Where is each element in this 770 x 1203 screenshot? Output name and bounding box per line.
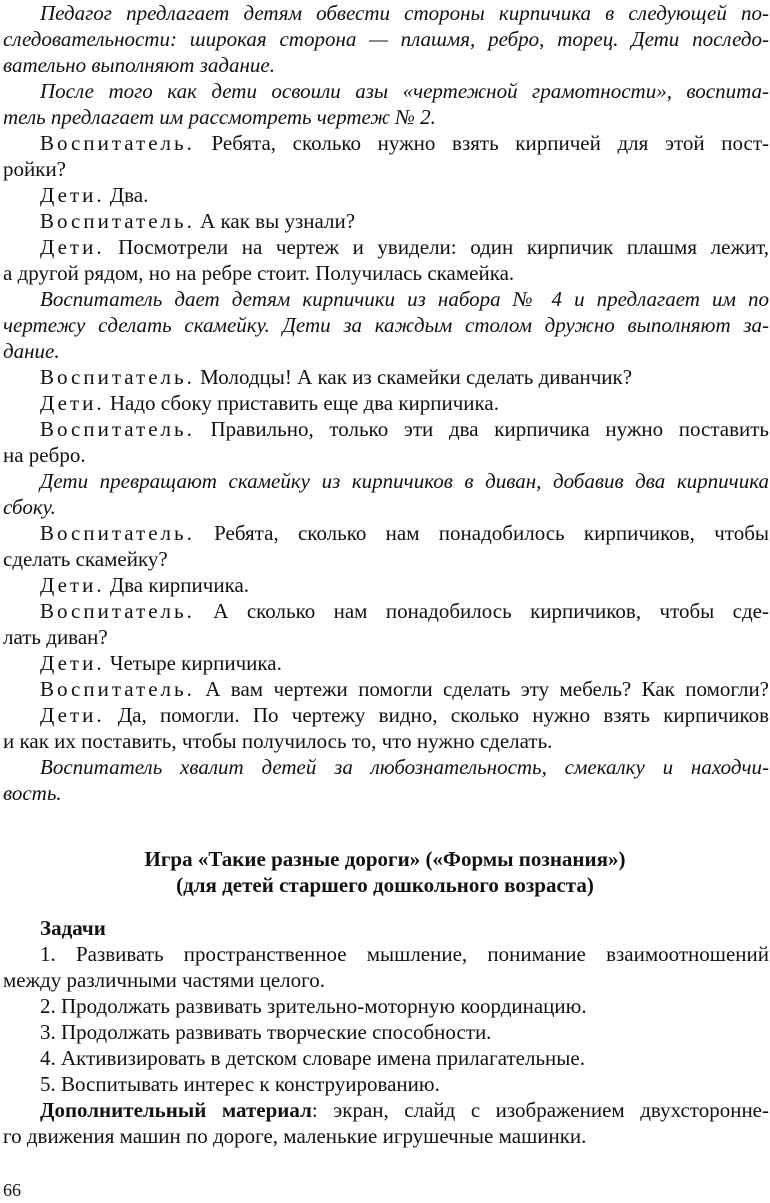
dialogue-line	[40, 676, 769, 702]
dialogue-line	[40, 702, 769, 728]
text-line: ройки?	[3, 157, 66, 181]
text-line: Воспитатель хвалит детей за любознательность, смекалку и находчи-	[40, 755, 769, 779]
dialogue-line	[40, 390, 769, 416]
task-item: 1. Развивать пространственное мышление, понимание взаимоотношений	[40, 942, 769, 966]
task-item: 3. Продолжать развивать творческие способности.	[40, 1020, 492, 1044]
text-line: чертежу сделать скамейку. Дети за каждым столом дружно выполняют за-	[3, 313, 769, 337]
text-line: тель предлагает им рассмотреть чертеж № 2.	[3, 105, 436, 129]
speaker-label: Дети.	[40, 703, 105, 727]
task-item: 4. Активизировать в детском словаре имена прилагательные.	[40, 1046, 585, 1070]
speaker-label: Дети.	[40, 391, 105, 415]
text-line: и как их поставить, чтобы получилось то, что нужно сделать.	[3, 729, 553, 753]
dialogue-line	[40, 364, 769, 390]
speaker-label: Воспитатель.	[40, 131, 195, 155]
page-number: 66	[3, 1180, 21, 1200]
dialogue-line	[40, 416, 769, 442]
dialogue-line	[40, 130, 769, 156]
extra-material	[40, 1097, 769, 1123]
speaker-label: Воспитатель.	[40, 599, 195, 623]
dialogue-line	[40, 650, 769, 676]
text-line: вательно выполняют задание.	[3, 53, 275, 77]
speaker-label: Дети.	[40, 651, 105, 675]
speaker-label: Воспитатель.	[40, 677, 195, 701]
text-line: следовательности: широкая сторона — плашмя, ребро, торец. Дети последо-	[3, 27, 769, 51]
dialogue-line	[40, 208, 769, 234]
text-line: вость.	[3, 781, 62, 805]
speaker-label: Воспитатель.	[40, 417, 195, 441]
speech-text: Ребята, сколько нужно взять кирпичей для этой пост-	[194, 131, 769, 155]
speaker-label: Дети.	[40, 183, 105, 207]
text-line: дание.	[3, 339, 60, 363]
text-line: а другой рядом, но на ребре стоит. Получилась скамейка.	[3, 261, 515, 285]
speaker-label: Воспитатель.	[40, 365, 195, 389]
text-line: После того как дети освоили азы «чертежной грамотности», воспита-	[40, 79, 769, 103]
speaker-label: Воспитатель.	[40, 209, 195, 233]
speech-text: А как вы узнали?	[194, 209, 356, 233]
speech-text: Посмотрели на чертеж и увидели: один кирпичик плашмя лежит,	[104, 235, 769, 259]
section-title: Игра «Такие разные дороги» («Формы познания»)	[144, 847, 626, 871]
speech-text: Надо сбоку приставить еще два кирпичика.	[104, 391, 500, 415]
extra-material-text: : экран, слайд с изображением двухсторонне-	[311, 1098, 769, 1122]
task-item: 5. Воспитывать интерес к конструированию.	[40, 1072, 440, 1096]
section-subtitle: (для детей старшего дошкольного возраста)	[176, 873, 594, 897]
speech-text: А вам чертежи помогли сделать эту мебель? Как помогли?	[194, 677, 769, 701]
speech-text: Молодцы! А как из скамейки сделать диванчик?	[194, 365, 633, 389]
task-item-continued: между различными частями целого.	[3, 968, 325, 992]
speech-text: Два кирпичика.	[104, 573, 250, 597]
text-line: сделать скамейку?	[3, 547, 168, 571]
dialogue-line	[40, 520, 769, 546]
extra-material-label: Дополнительный материал	[40, 1098, 312, 1122]
speech-text: Четыре кирпичика.	[104, 651, 282, 675]
text-line: Дети превращают скамейку из кирпичиков в диван, добавив два кирпичика	[40, 469, 769, 493]
speech-text: Правильно, только эти два кирпичика нужно поставить	[194, 417, 769, 441]
tasks-heading: Задачи	[40, 916, 106, 940]
dialogue-line	[40, 182, 769, 208]
task-item: 2. Продолжать развивать зрительно-моторную координацию.	[40, 994, 587, 1018]
extra-material-continued: го движения машин по дороге, маленькие игрушечные машинки.	[3, 1124, 587, 1148]
dialogue-line	[40, 572, 769, 598]
text-line: сбоку.	[3, 495, 56, 519]
text-line: Воспитатель дает детям кирпичики из набора № 4 и предлагает им по	[40, 287, 769, 311]
speaker-label: Дети.	[40, 573, 105, 597]
speaker-label: Дети.	[40, 235, 105, 259]
dialogue-line	[40, 234, 769, 260]
text-line: на ребро.	[3, 443, 86, 467]
dialogue-line	[40, 598, 769, 624]
text-line: Педагог предлагает детям обвести стороны кирпичика в следующей по-	[40, 1, 769, 25]
speech-text: Два.	[104, 183, 149, 207]
speech-text: Ребята, сколько нам понадобилось кирпичиков, чтобы	[194, 521, 769, 545]
speech-text: Да, помогли. По чертежу видно, сколько нужно взять кирпичиков	[104, 703, 769, 727]
text-line: лать диван?	[3, 625, 108, 649]
speech-text: А сколько нам понадобилось кирпичиков, чтобы сде-	[194, 599, 769, 623]
speaker-label: Воспитатель.	[40, 521, 195, 545]
